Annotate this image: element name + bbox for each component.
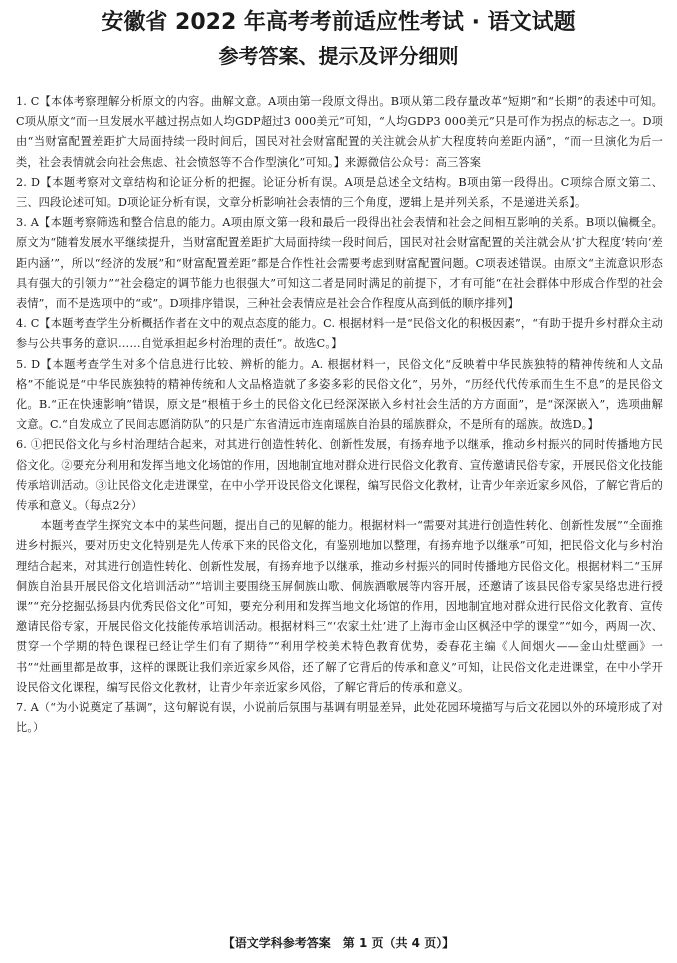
answer-item-6: 6. ①把民俗文化与乡村治理结合起来，对其进行创造性转化、创新性发展，有扬弃地予以继承，推动乡村振兴的同时传播地方民俗文化。②要充分利用和发挥当地文化场馆的作用，因地制宜地对群众进行民俗文化教育、宣传邀请民俗专家，开展民俗文化技能传承培训活动。③让民俗文化走进课堂，在中小学开设民俗文化课程，编写民俗文化教材，让青少年亲近家乡风俗，了解它背后的传承和意义。（每点2分） (16, 438, 663, 513)
answer-item-5: 5. D【本题考查学生对多个信息进行比较、辨析的能力。A. 根据材料一，民俗文化“反映着中华民族独特的精神传统和人文品格”不能说是“中华民族独特的精神传统和人文品格造就了多姿多彩的民俗文化”，另外，“历经代代传承而生生不息”的是民俗文化。B.“正在快速影响”错误，原文是“根植于乡土的民俗文化已经深深嵌入乡村社会生活的方方面面”，是“深深嵌入”，选项曲解文意。C.“自发成立了民间志愿消防队”的只是广东省清远市连南瑶族自治县的瑶族群众，不是所有的瑶族。故选D。】 (16, 357, 663, 432)
answer-6-explanation: 本题考查学生探究文本中的某些问题，提出自己的见解的能力。根据材料一“需要对其进行创造性转化、创新性发展”“全面推进乡村振兴，要对历史文化特别是先人传承下来的民俗文化，有鉴别地加以整理，有扬弃地予以继承”可知，把民俗文化与乡村治理结合起来，对其进行创造性转化、创新性发展，有扬弃地予以继承，推动乡村振兴的同时传播地方民俗文化。根据材料二“玉屏侗族自治县开展民俗文化培训活动”“培训主要围绕玉屏侗族山歌、侗族酒歌展等内容开展，还邀请了该县民俗专家吴络忠进行授课”“充分挖掘弘扬县内优秀民俗文化”可知，要充分利用和发挥当地文化场馆的作用，因地制宜地对群众进行民俗文化教育、宣传邀请民俗专家，开展民俗文化技能传承培训活动。根据材料三“‘农家土灶’进了上海市金山区枫泾中学的课堂”“如今，两周一次、贯穿一个学期的特色课程已经让学生们有了期待”“利用学校美术特色教育优势，委春花主编《人间烟火——金山灶壁画》一书”“灶画里都是故事，这样的课既让我们亲近家乡风俗，还了解了它背后的传承和意义”可知，让民俗文化走进课堂，在中小学开设民俗文化课程，编写民俗文化教材，让青少年亲近家乡风俗，了解它背后的传承和意义。 (16, 519, 663, 694)
answer-content (16, 92, 663, 739)
page-subtitle: 参考答案、提示及评分细则 (218, 44, 459, 68)
page-footer: 【语文学科参考答案 第 1 页（共 4 页）】 (222, 936, 455, 950)
answer-item-2: 2. D【本题考察对文章结构和论证分析的把握。论证分析有误。A项是总述全文结构。B项由第一段得出。C项综合原文第二、三、四段论述可知。D项论证分析有误，文章分析影响社会表情的三个角度，逻辑上是并列关系，不是递进关系】。 (16, 175, 663, 210)
page-title: 安徽省 2022 年高考考前适应性考试 · 语文试题 (101, 10, 576, 35)
answer-item-4: 4. C【本题考查学生分析概括作者在文中的观点态度的能力。C. 根据材料一是“民俗文化的积极因素”，“有助于提升乡村群众主动参与公共事务的意识……自觉承担起乡村治理的责任”。故选C。】 (16, 317, 663, 351)
answer-item-7: 7. A（“为小说奠定了基调”，这句解说有误，小说前后氛围与基调有明显差异，此处花园环境描写与后文花园以外的环境形成了对比。） (16, 701, 663, 735)
answer-item-3: 3. A【本题考察筛选和整合信息的能力。A项由原文第一段和最后一段得出社会表情和社会之间相互影响的关系。B项以偏概全。原文为“随着发展水平继续提升，当财富配置差距扩大局面持续一段时间后，国民对社会财富配置的关注就会从‘扩大程度’转向‘差距内涵’”，所以“经济的发展”和“财富配置差距”都是合作性社会需要考虑到财富配置问题。C项表述错误。由原文“主流意识形态具有强大的引领力”“社会稳定的调节能力也很强大”可知这二者是同时满足的前提下，才有可能“在社会群体中形成合作型的社会表情”，而不是选项中的“或”。D项排序错误，三种社会表情应是社会合作程度从高到低的顺序排列】 (16, 216, 663, 311)
answer-item-1: 1. C【本体考察理解分析原文的内容。曲解文意。A项由第一段原文得出。B项从第二段存量改革“短期”和“长期”的表述中可知。C项从原文“而一旦发展水平越过拐点如人均GDP超过3 000美元”可知，“人均GDP3 000美元”只是可作为拐点的标志之一。D项由“当财富配置差距扩大局面持续一段时间后，国民对社会财富配置的关注就会从扩大程度转向差距内涵”，“而一旦演化为后一类，社会表情就会向社会焦虑、社会愤怒等不合作型演化”可知。】来源微信公众号：高三答案 (16, 95, 663, 169)
